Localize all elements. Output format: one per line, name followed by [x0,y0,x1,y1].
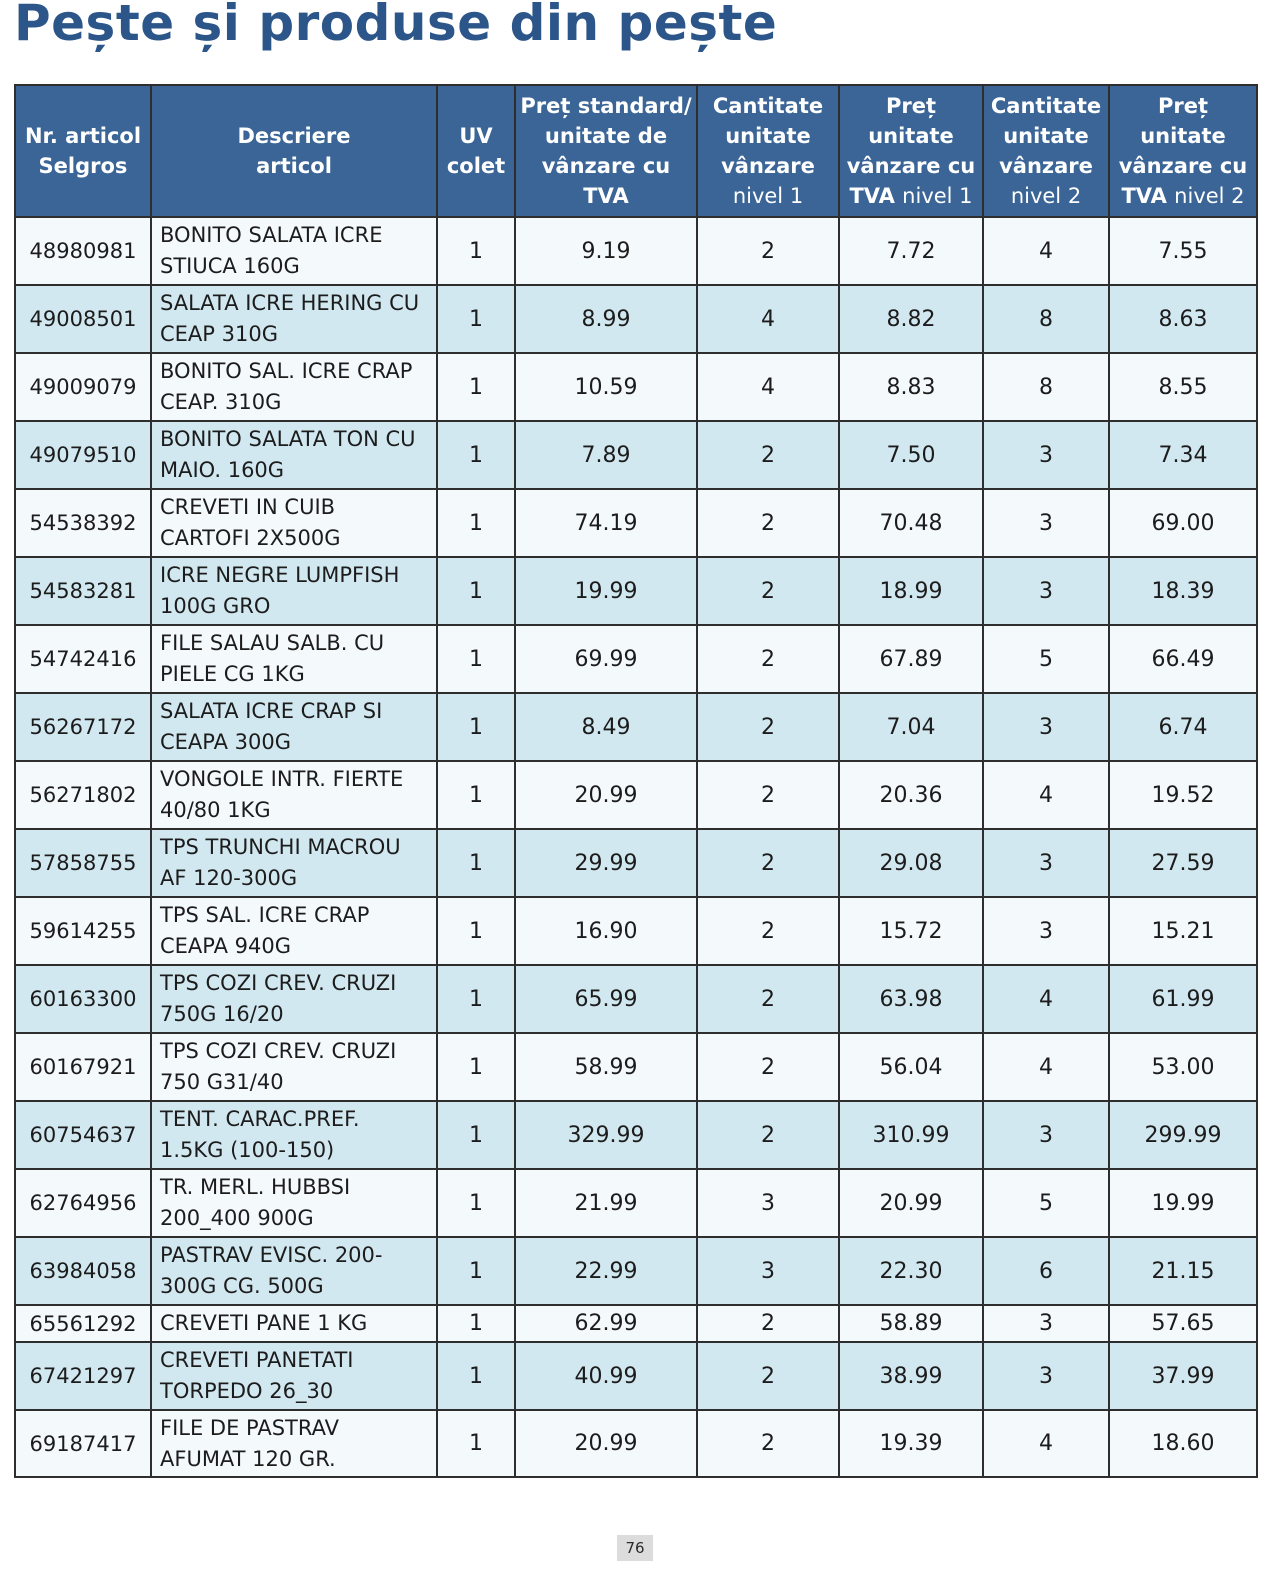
price-level-2-cell: 6.74 [1109,693,1257,761]
article-number-cell: 56271802 [15,761,151,829]
description-cell: CREVETI PANE 1 KG [151,1305,437,1342]
price-level-2-cell: 15.21 [1109,897,1257,965]
quantity-level-1-cell: 2 [697,829,839,897]
description-cell: CREVETI PANETATI TORPEDO 26_30 [151,1342,437,1410]
article-number-cell: 49009079 [15,353,151,421]
article-number-cell: 54538392 [15,489,151,557]
description-cell: TPS TRUNCHI MACROU AF 120-300G [151,829,437,897]
description-cell: FILE DE PASTRAV AFUMAT 120 GR. [151,1410,437,1477]
table-row [15,421,1257,489]
quantity-level-1-cell: 2 [697,625,839,693]
quantity-level-2-cell: 3 [983,421,1109,489]
header-standard-price: Preț standard/ unitate de vânzare cu TVA [515,85,697,217]
description-cell: SALATA ICRE CRAP SI CEAPA 300G [151,693,437,761]
quantity-level-1-cell: 4 [697,353,839,421]
quantity-level-2-cell: 3 [983,1342,1109,1410]
table-row [15,625,1257,693]
quantity-level-1-cell: 2 [697,1033,839,1101]
standard-price-cell: 69.99 [515,625,697,693]
standard-price-cell: 8.99 [515,285,697,353]
article-number-cell: 48980981 [15,217,151,285]
package-units-cell: 1 [437,693,515,761]
standard-price-cell: 74.19 [515,489,697,557]
package-units-cell: 1 [437,1169,515,1237]
article-number-cell: 54742416 [15,625,151,693]
price-level-1-cell: 63.98 [839,965,983,1033]
package-units-cell: 1 [437,1033,515,1101]
description-cell: BONITO SAL. ICRE CRAP CEAP. 310G [151,353,437,421]
price-level-1-cell: 38.99 [839,1342,983,1410]
standard-price-cell: 20.99 [515,1410,697,1477]
quantity-level-1-cell: 2 [697,217,839,285]
standard-price-cell: 16.90 [515,897,697,965]
package-units-cell: 1 [437,625,515,693]
table-row [15,217,1257,285]
price-level-1-cell: 70.48 [839,489,983,557]
quantity-level-2-cell: 3 [983,829,1109,897]
quantity-level-1-cell: 3 [697,1237,839,1305]
standard-price-cell: 329.99 [515,1101,697,1169]
quantity-level-2-cell: 5 [983,1169,1109,1237]
table-row [15,965,1257,1033]
quantity-level-2-cell: 3 [983,897,1109,965]
standard-price-cell: 29.99 [515,829,697,897]
price-level-1-cell: 310.99 [839,1101,983,1169]
table-row [15,1342,1257,1410]
quantity-level-2-cell: 6 [983,1237,1109,1305]
table-row [15,897,1257,965]
description-cell: FILE SALAU SALB. CU PIELE CG 1KG [151,625,437,693]
price-level-1-cell: 20.36 [839,761,983,829]
description-cell: CREVETI IN CUIB CARTOFI 2X500G [151,489,437,557]
price-level-2-cell: 61.99 [1109,965,1257,1033]
price-level-2-cell: 7.34 [1109,421,1257,489]
quantity-level-2-cell: 8 [983,353,1109,421]
quantity-level-2-cell: 3 [983,1305,1109,1342]
price-level-1-cell: 22.30 [839,1237,983,1305]
price-level-2-cell: 57.65 [1109,1305,1257,1342]
table-row [15,285,1257,353]
header-article-number: Nr. articol Selgros [15,85,151,217]
header-price-level-2: Preț unitate vânzare cu TVA nivel 2 [1109,85,1257,217]
quantity-level-1-cell: 2 [697,1342,839,1410]
price-level-2-cell: 27.59 [1109,829,1257,897]
description-cell: BONITO SALATA TON CU MAIO. 160G [151,421,437,489]
article-number-cell: 65561292 [15,1305,151,1342]
quantity-level-2-cell: 3 [983,489,1109,557]
package-units-cell: 1 [437,421,515,489]
header-price-level-1: Preț unitate vânzare cu TVA nivel 1 [839,85,983,217]
quantity-level-1-cell: 2 [697,965,839,1033]
price-level-1-cell: 67.89 [839,625,983,693]
price-level-1-cell: 20.99 [839,1169,983,1237]
price-level-1-cell: 8.82 [839,285,983,353]
quantity-level-1-cell: 3 [697,1169,839,1237]
standard-price-cell: 22.99 [515,1237,697,1305]
price-level-1-cell: 58.89 [839,1305,983,1342]
quantity-level-2-cell: 5 [983,625,1109,693]
table-row [15,1033,1257,1101]
price-level-1-cell: 19.39 [839,1410,983,1477]
package-units-cell: 1 [437,1101,515,1169]
description-cell: PASTRAV EVISC. 200- 300G CG. 500G [151,1237,437,1305]
description-cell: TPS COZI CREV. CRUZI 750 G31/40 [151,1033,437,1101]
price-level-1-cell: 8.83 [839,353,983,421]
standard-price-cell: 8.49 [515,693,697,761]
package-units-cell: 1 [437,829,515,897]
price-level-2-cell: 18.39 [1109,557,1257,625]
quantity-level-1-cell: 2 [697,489,839,557]
table-row [15,557,1257,625]
price-level-2-cell: 18.60 [1109,1410,1257,1477]
quantity-level-2-cell: 4 [983,217,1109,285]
standard-price-cell: 65.99 [515,965,697,1033]
quantity-level-1-cell: 2 [697,897,839,965]
price-level-2-cell: 19.52 [1109,761,1257,829]
standard-price-cell: 19.99 [515,557,697,625]
standard-price-cell: 40.99 [515,1342,697,1410]
price-level-2-cell: 8.63 [1109,285,1257,353]
quantity-level-2-cell: 4 [983,761,1109,829]
article-number-cell: 49008501 [15,285,151,353]
quantity-level-2-cell: 3 [983,557,1109,625]
package-units-cell: 1 [437,217,515,285]
price-table [14,84,1258,1478]
standard-price-cell: 7.89 [515,421,697,489]
price-level-2-cell: 7.55 [1109,217,1257,285]
quantity-level-2-cell: 8 [983,285,1109,353]
package-units-cell: 1 [437,1237,515,1305]
article-number-cell: 62764956 [15,1169,151,1237]
quantity-level-1-cell: 2 [697,421,839,489]
table-row [15,829,1257,897]
package-units-cell: 1 [437,489,515,557]
package-units-cell: 1 [437,1342,515,1410]
standard-price-cell: 10.59 [515,353,697,421]
description-cell: TPS COZI CREV. CRUZI 750G 16/20 [151,965,437,1033]
table-row [15,1410,1257,1477]
header-quantity-level-2: Cantitate unitate vânzare nivel 2 [983,85,1109,217]
description-cell: TR. MERL. HUBBSI 200_400 900G [151,1169,437,1237]
article-number-cell: 54583281 [15,557,151,625]
package-units-cell: 1 [437,353,515,421]
price-level-1-cell: 56.04 [839,1033,983,1101]
article-number-cell: 57858755 [15,829,151,897]
header-quantity-level-1: Cantitate unitate vânzare nivel 1 [697,85,839,217]
article-number-cell: 63984058 [15,1237,151,1305]
description-cell: TENT. CARAC.PREF. 1.5KG (100-150) [151,1101,437,1169]
package-units-cell: 1 [437,1410,515,1477]
standard-price-cell: 62.99 [515,1305,697,1342]
table-body [15,217,1257,1477]
header-package-units: UV colet [437,85,515,217]
table-row [15,1169,1257,1237]
quantity-level-2-cell: 3 [983,693,1109,761]
quantity-level-1-cell: 2 [697,557,839,625]
article-number-cell: 67421297 [15,1342,151,1410]
package-units-cell: 1 [437,1305,515,1342]
quantity-level-2-cell: 4 [983,1410,1109,1477]
page-number: 76 [617,1535,653,1561]
description-cell: TPS SAL. ICRE CRAP CEAPA 940G [151,897,437,965]
price-level-1-cell: 7.50 [839,421,983,489]
quantity-level-1-cell: 2 [697,693,839,761]
table-row [15,761,1257,829]
price-level-2-cell: 66.49 [1109,625,1257,693]
description-cell: VONGOLE INTR. FIERTE 40/80 1KG [151,761,437,829]
quantity-level-1-cell: 2 [697,1305,839,1342]
header-description: Descriere articol [151,85,437,217]
table-row [15,1101,1257,1169]
description-cell: SALATA ICRE HERING CU CEAP 310G [151,285,437,353]
quantity-level-1-cell: 2 [697,1410,839,1477]
quantity-level-1-cell: 2 [697,761,839,829]
package-units-cell: 1 [437,897,515,965]
article-number-cell: 59614255 [15,897,151,965]
package-units-cell: 1 [437,557,515,625]
table-row [15,693,1257,761]
price-level-1-cell: 29.08 [839,829,983,897]
table-row [15,353,1257,421]
article-number-cell: 60167921 [15,1033,151,1101]
table-header [15,85,1257,217]
page-title: Pește și produse din pește [14,0,778,52]
standard-price-cell: 20.99 [515,761,697,829]
price-level-1-cell: 7.04 [839,693,983,761]
description-cell: BONITO SALATA ICRE STIUCA 160G [151,217,437,285]
package-units-cell: 1 [437,965,515,1033]
article-number-cell: 60163300 [15,965,151,1033]
quantity-level-2-cell: 3 [983,1101,1109,1169]
standard-price-cell: 58.99 [515,1033,697,1101]
price-level-1-cell: 7.72 [839,217,983,285]
article-number-cell: 56267172 [15,693,151,761]
price-level-2-cell: 53.00 [1109,1033,1257,1101]
price-level-2-cell: 299.99 [1109,1101,1257,1169]
price-level-1-cell: 15.72 [839,897,983,965]
table-row [15,1237,1257,1305]
article-number-cell: 49079510 [15,421,151,489]
table-row [15,1305,1257,1342]
price-level-2-cell: 8.55 [1109,353,1257,421]
standard-price-cell: 21.99 [515,1169,697,1237]
quantity-level-2-cell: 4 [983,965,1109,1033]
price-level-2-cell: 69.00 [1109,489,1257,557]
price-level-2-cell: 19.99 [1109,1169,1257,1237]
price-level-2-cell: 21.15 [1109,1237,1257,1305]
quantity-level-2-cell: 4 [983,1033,1109,1101]
package-units-cell: 1 [437,761,515,829]
article-number-cell: 69187417 [15,1410,151,1477]
description-cell: ICRE NEGRE LUMPFISH 100G GRO [151,557,437,625]
table-row [15,489,1257,557]
price-level-1-cell: 18.99 [839,557,983,625]
package-units-cell: 1 [437,285,515,353]
price-level-2-cell: 37.99 [1109,1342,1257,1410]
article-number-cell: 60754637 [15,1101,151,1169]
quantity-level-1-cell: 4 [697,285,839,353]
quantity-level-1-cell: 2 [697,1101,839,1169]
standard-price-cell: 9.19 [515,217,697,285]
